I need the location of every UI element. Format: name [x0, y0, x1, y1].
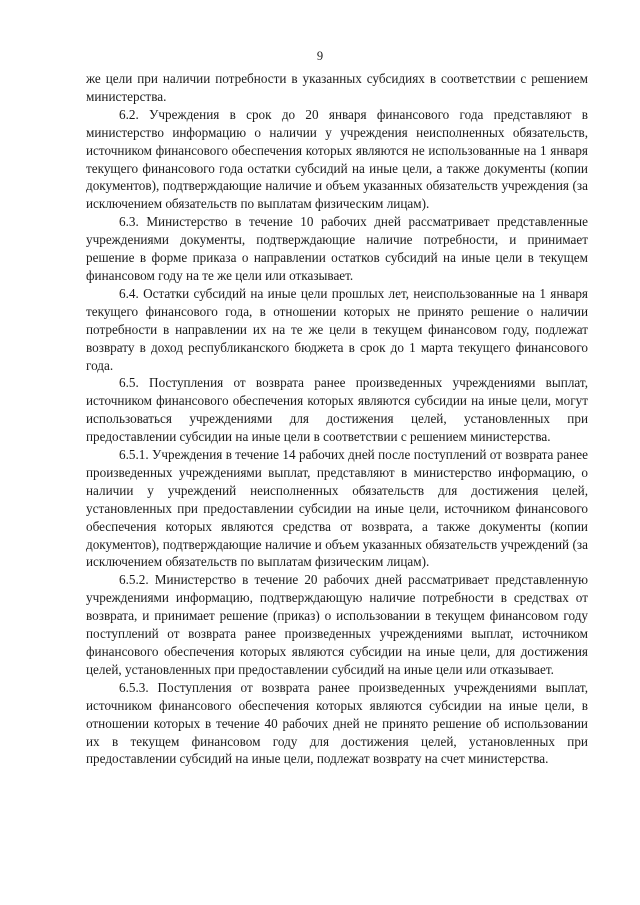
paragraph-6-3: 6.3. Министерство в течение 10 рабочих дней рассматривает представленные учреждениями документы, подтверждающие наличие потребности, и принимает решение в форме приказа о направлении остатков субсидий на иные цели в текущем финансовом году на те же цели или отказывает.	[86, 214, 588, 283]
paragraph-6-2: 6.2. Учреждения в срок до 20 января финансового года представляют в министерство информацию о наличии у учреждения неисполненных обязательств, источником финансового обеспечения которых являются не использованные на 1 января текущего финансового года остатки субсидий на иные цели, а также документы (копии документов), подтверждающие наличие и объем указанных обязательств учреждения (за исключением обязательств по выплатам физическим лицам).	[86, 106, 588, 212]
page-number: 9	[316, 49, 324, 63]
paragraph-6-4: 6.4. Остатки субсидий на иные цели прошлых лет, неиспользованные на 1 января текущего финансового года, в отношении которых не принято решение о наличии потребности в направлении их на те же цели в текущем финансовом году, подлежат возврату в доход республиканского бюджета в срок до 1 марта текущего финансового года.	[86, 285, 588, 373]
paragraph-6-5-1: 6.5.1. Учреждения в течение 14 рабочих дней после поступлений от возврата ранее произведенных учреждениями выплат, представляют в министерство информацию, о наличии у учреждений неисполненных обязательств для достижения целей, установленных при предоставлении субсидии на иные цели, источником финансового обеспечения которых являются средства от возврата, а также документы (копии документов), подтверждающие наличие и объем указанных обязательств учреждений (за исключением обязательств по выплатам физическим лицам).	[86, 447, 588, 570]
paragraph-6-5-2: 6.5.2. Министерство в течение 20 рабочих дней рассматривает представленную учреждениями информацию, подтверждающую наличие потребности в средствах от возврата, и принимает решение (приказ) о использовании в текущем финансовом году поступлений от возврата ранее произведенных учреждениями выплат, источником финансового обеспечения которых являются субсидии на иные цели, для достижения целей, установленных при предоставлении субсидий на иные цели или отказывает.	[86, 572, 588, 677]
document-body	[86, 70, 588, 768]
paragraph-6-5: 6.5. Поступления от возврата ранее произведенных учреждениями выплат, источником финансового обеспечения которых являются субсидии на иные цели, могут использоваться учреждениями для достижения целей, установленных при предоставлении субсидии на иные цели в соответствии с решением министерства.	[86, 375, 588, 445]
paragraph-continuation: же цели при наличии потребности в указанных субсидиях в соответствии с решением министерства.	[86, 71, 588, 104]
paragraph-6-5-3: 6.5.3. Поступления от возврата ранее произведенных учреждениями выплат, источником финансового обеспечения которых являются субсидии на иные цели, в отношении которых в течение 40 рабочих дней не принято решение об использовании их в текущем финансовом году для достижения целей, установленных при предоставлении субсидий на иные цели, подлежат возврату на счет министерства.	[86, 679, 588, 767]
